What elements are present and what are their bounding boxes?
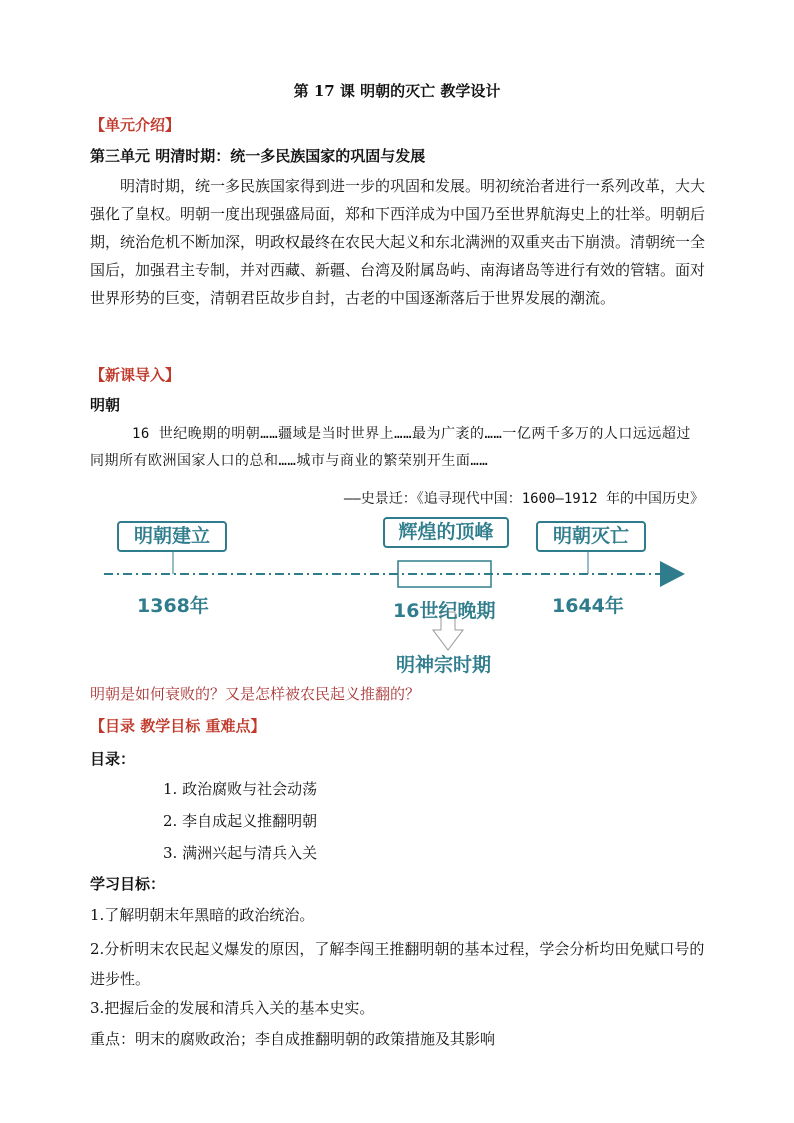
objectives-label: 学习目标： xyxy=(90,875,166,893)
section-goals: 【目录 教学目标 重难点】 xyxy=(90,717,266,735)
section-unit-intro: 【单元介绍】 xyxy=(90,116,181,134)
year-1368: 1368年 xyxy=(137,595,209,617)
toc-item: 2. 李自成起义推翻明朝 xyxy=(163,812,318,830)
toc-label: 目录： xyxy=(90,750,136,768)
lesson-quote: 16 世纪晚期的明朝……疆域是当时世界上……最为广袤的……一亿两千多万的人口远远超过同期所有欧洲国家人口的总和……城市与商业的繁荣别开生面…… xyxy=(90,426,691,469)
lead-question: 明朝是如何衰败的？又是怎样被农民起义推翻的？ xyxy=(90,685,421,703)
lesson-subhead: 明朝 xyxy=(90,396,121,414)
objective-item: 2.分析明末农民起义爆发的原因，了解李闯王推翻明朝的基本过程，学会分析均田免赋口号的进步性。 xyxy=(90,940,705,988)
year-1644: 1644年 xyxy=(552,595,624,617)
box-ming-fall: 明朝灭亡 xyxy=(536,521,646,552)
emperor-period: 明神宗时期 xyxy=(396,654,492,676)
objective-item: 1.了解明朝末年黑暗的政治统治。 xyxy=(90,906,315,924)
year-16th-century: 16世纪晚期 xyxy=(393,600,496,622)
unit-subhead: 第三单元 明清时期：统一多民族国家的巩固与发展 xyxy=(90,147,426,165)
section-new-lesson: 【新课导入】 xyxy=(90,366,181,384)
quote-source: ——史景迁：《追寻现代中国：1600—1912 年的中国历史》 xyxy=(343,491,704,507)
page-title: 第 17 课 明朝的灭亡 教学设计 xyxy=(293,82,501,100)
toc-item: 1. 政治腐败与社会动荡 xyxy=(163,780,318,798)
unit-paragraph: 明清时期，统一多民族国家得到进一步的巩固和发展。明初统治者进行一系列改革，大大强化了皇权。明朝一度出现强盛局面，郑和下西洋成为中国乃至世界航海史上的壮举。明朝后期，统治危机不断加深，明政权最终在农民大起义和东北满洲的双重夹击下崩溃。清朝统一全国后，加强君主专制，并对西藏、新疆、台湾及附属岛屿、南海诸岛等进行有效的管辖。面对世界形势的巨变，清朝君臣故步自封，古老的中国逐渐落后于世界发展的潮流。 xyxy=(90,177,706,307)
objective-item: 3.把握后金的发展和清兵入关的基本史实。 xyxy=(90,999,375,1017)
box-ming-founded: 明朝建立 xyxy=(117,521,227,552)
toc-item: 3. 满洲兴起与清兵入关 xyxy=(163,844,318,862)
box-ming-peak: 辉煌的顶峰 xyxy=(383,517,509,548)
timeline-arrowhead xyxy=(660,561,685,587)
key-points: 重点：明末的腐败政治；李自成推翻明朝的政策措施及其影响 xyxy=(90,1030,496,1048)
